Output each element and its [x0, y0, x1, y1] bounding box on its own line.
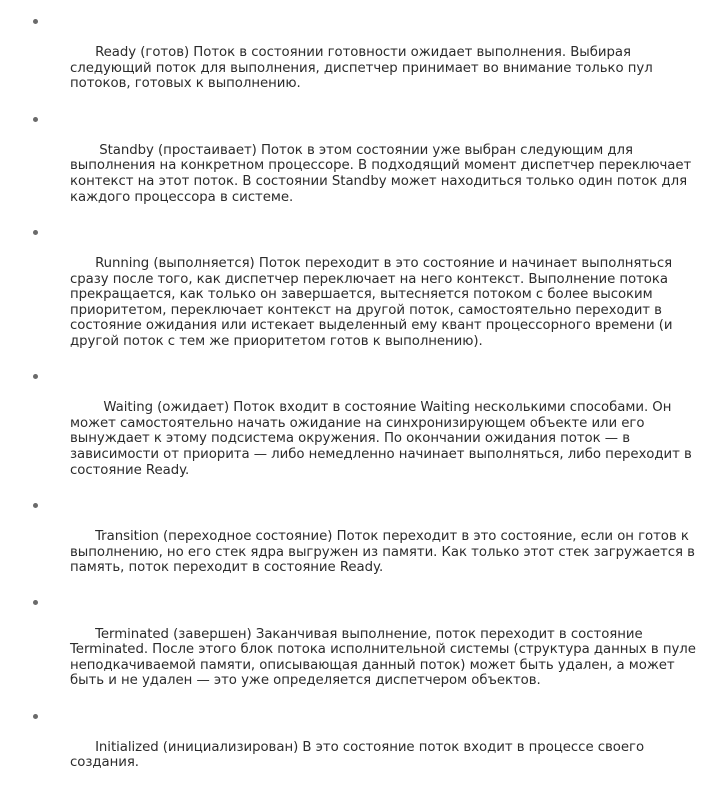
- list-item-text: Transition (переходное состояние) Поток переходит в это состояние, если он готов к выполнению, но его стек ядра выгружен из памяти. Как только этот стек загружается в память, поток переходит в состояние Ready.: [70, 529, 700, 576]
- list-item-text: Waiting (ожидает) Поток входит в состояние Waiting несколькими способами. Он может самостоятельно начать ожидание на синхронизирующем объекте или его вынуждает к этому подсистема окружения. По окончании ожидания поток — в зависимости от приорита — либо немедленно начинает выполняться, либо переходит в состояние Ready.: [70, 400, 696, 478]
- list-item-text: Ready (готов) Поток в состоянии готовности ожидает выполнения. Выбирая следующий поток для выполнения, диспетчер принимает во внимание только пул потоков, готовых к выполнению.: [70, 45, 657, 92]
- bullet-icon: [33, 374, 38, 379]
- list-item-waiting: [30, 369, 706, 494]
- list-item-standby: [30, 112, 706, 221]
- list-item-text: Initialized (инициализирован) В это состояние поток входит в процессе своего создания.: [70, 739, 649, 771]
- bullet-icon: [33, 503, 38, 508]
- list-item-ready: [30, 14, 706, 108]
- thread-states-list: [30, 14, 706, 791]
- list-item-text: Standby (простаивает) Поток в этом состоянии уже выбран следующим для выполнения на конкретном процессоре. В подходящий момент диспетчер переключает контекст на этот поток. В состоянии Standby может находиться только один поток для каждого процессора в системе.: [70, 142, 696, 205]
- bullet-icon: [33, 19, 38, 24]
- bullet-icon: [33, 117, 38, 122]
- list-item-terminated: [30, 595, 706, 704]
- list-item-text: Terminated (завершен) Заканчивая выполнение, поток переходит в состояние Terminated. После этого блок потока исполнительной системы (структура данных в пуле неподкачиваемой памяти, описывающая данный поток) может быть удален, а может быть и не удален — это уже определяется диспетчером объектов.: [70, 626, 701, 689]
- list-item-initialized: [30, 709, 706, 787]
- list-item-transition: [30, 498, 706, 592]
- bullet-icon: [33, 230, 38, 235]
- bullet-icon: [33, 714, 38, 719]
- bullet-icon: [33, 600, 38, 605]
- list-item-running: [30, 225, 706, 365]
- list-item-text: Running (выполняется) Поток переходит в это состояние и начинает выполняться сразу после того, как диспетчер переключает на него контекст. Выполнение потока прекращается, как только он завершается, вытесняется потоком с более высоким приоритетом, переключает контекст на другой поток, самостоятельно переходит в состояние ожидания или истекает выделенный ему квант процессорного времени (и другой поток с тем же приоритетом готов к выполнению).: [70, 255, 677, 349]
